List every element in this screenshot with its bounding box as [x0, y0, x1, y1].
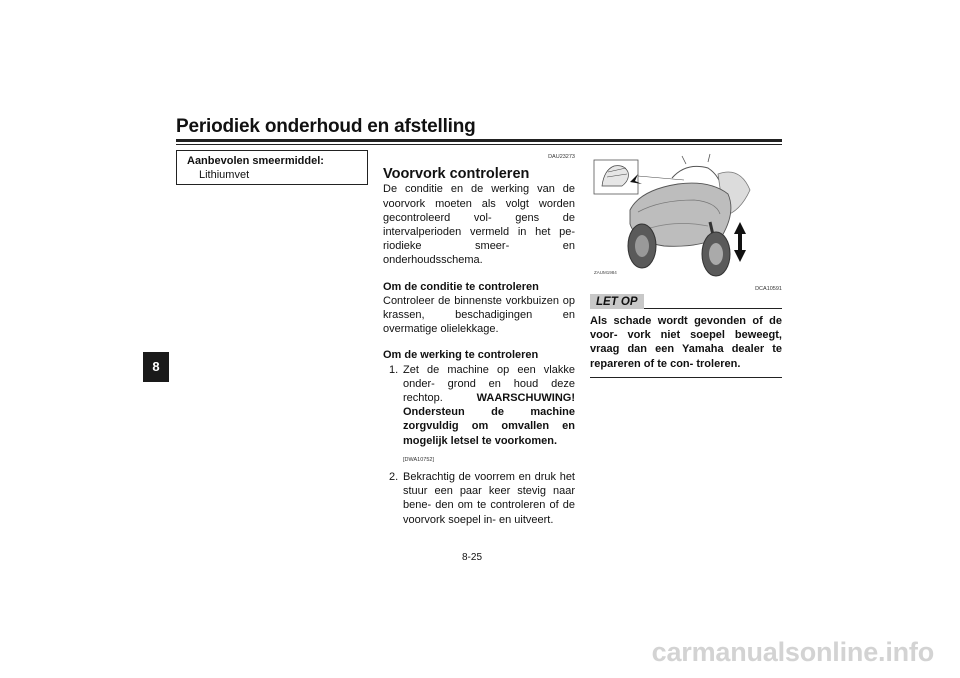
- watermark: carmanualsonline.info: [651, 637, 934, 667]
- title-rule-thin: [176, 144, 782, 145]
- title-rule: [176, 139, 782, 142]
- section-title: Voorvork controleren: [383, 166, 530, 183]
- lubricant-value: Lithiumvet: [199, 169, 250, 181]
- section-code: DAU23273: [548, 154, 575, 160]
- step-text: [403, 363, 575, 448]
- scooter-drawing: [590, 150, 782, 280]
- notice-rule: [644, 308, 782, 310]
- notice-code: DCA10591: [755, 286, 782, 292]
- right-column: [590, 150, 782, 378]
- step-number: 2.: [389, 471, 399, 484]
- lubricant-label: Aanbevolen smeermiddel:: [187, 155, 324, 167]
- main-column: [383, 150, 575, 527]
- intro-paragraph: De conditie en de werking van de voorvork moeten als volgt worden gecontroleerd vol- gens de intervalperioden vermeld in het pe- riodieke smeer- en onderhoudsschema.: [383, 183, 575, 267]
- operation-heading: Om de werking te controleren: [383, 349, 539, 362]
- lubricant-box: [176, 150, 368, 185]
- page-title: Periodiek onderhoud en afstelling: [176, 116, 476, 137]
- step-item: [383, 470, 575, 527]
- warning-code: [DWA10752]: [403, 456, 434, 463]
- condition-heading: Om de conditie te controleren: [383, 280, 539, 293]
- chapter-tab: 8: [143, 352, 169, 382]
- notice-header: [590, 294, 782, 309]
- notice-bottom-rule: [590, 377, 782, 379]
- step-instruction: Bekrachtig de voorrem en druk het stuur een paar keer stevig naar bene- den om te controleren of de voorvork soepel in- en uitveert.: [403, 471, 575, 526]
- step-instruction: Zet de machine op een vlakke onder- grond en houd deze rechtop.: [403, 363, 575, 405]
- page-number: 8-25: [462, 552, 483, 563]
- illustration-code: ZAUM1984: [594, 270, 617, 275]
- condition-paragraph: Controleer de binnenste vorkbuizen op krassen, beschadigingen en overmatige olielekkage.: [383, 294, 575, 336]
- step-number: 1.: [389, 363, 399, 376]
- warning-text: WAARSCHUWING! Ondersteun de machine zorgvuldig om omvallen en mogelijk letsel te voorkomen.: [403, 392, 575, 447]
- step-item: [383, 363, 575, 448]
- scooter-illustration: [590, 150, 782, 280]
- notice-text: Als schade wordt gevonden of de voor- vork niet soepel beweegt, vraag dan een Yamaha dealer te repareren of te con- troleren.: [590, 315, 782, 370]
- notice-badge: LET OP: [590, 294, 644, 309]
